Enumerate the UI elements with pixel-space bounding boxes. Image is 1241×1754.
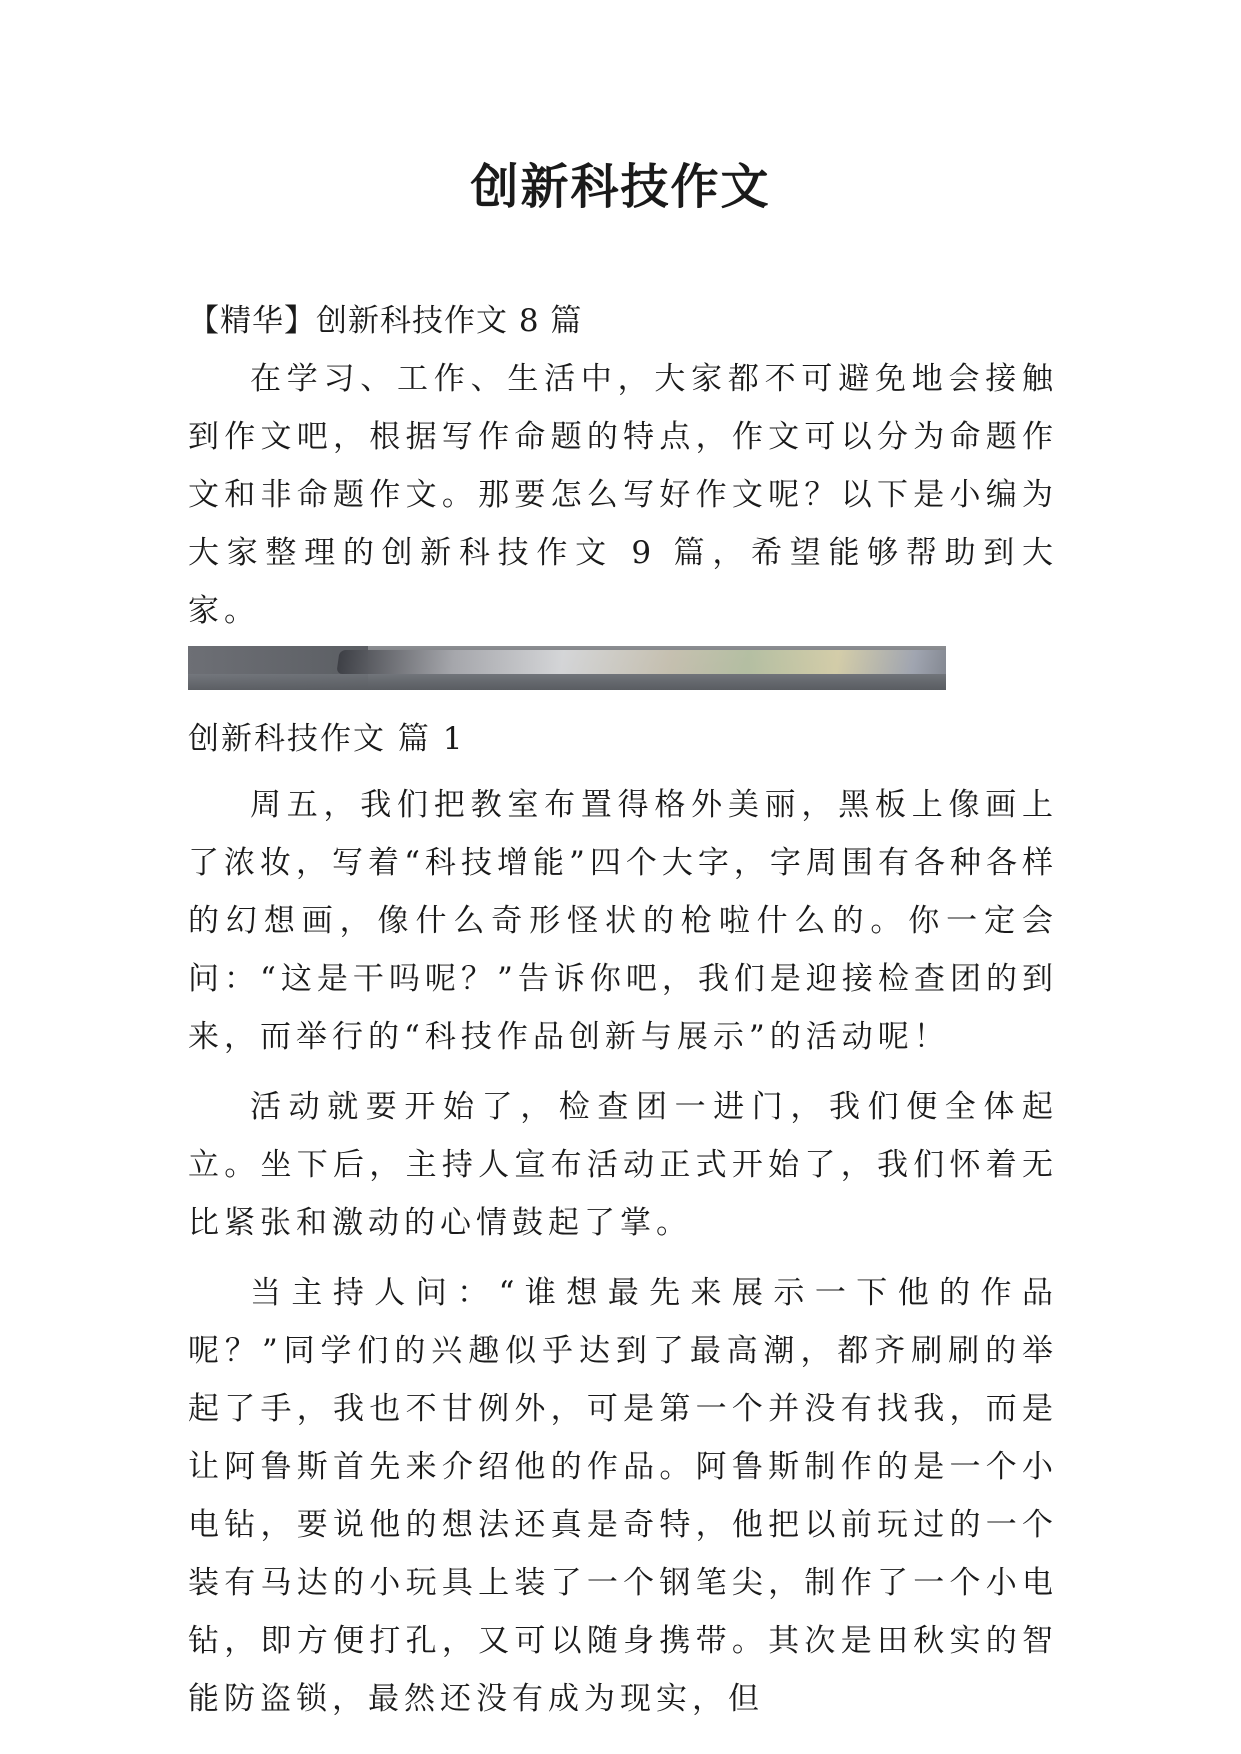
section-heading: 创新科技作文 篇 1 [188,721,465,757]
document-title: 创新科技作文 [470,159,771,215]
document-subtitle: 【精华】创新科技作文 8 篇 [188,303,583,339]
cropped-photo-strip [188,646,946,690]
body-paragraph-2: 活动就要开始了，检查团一进门，我们便全体起立。坐下后，主持人宣布活动正式开始了，我们怀着无比紧张和激动的心情鼓起了掌。 [188,1089,1058,1241]
photo-lower-shade [188,674,946,690]
body-paragraph-1: 周五，我们把教室布置得格外美丽，黑板上像画上了浓妆，写着“科技增能”四个大字，字周围有各种各样的幻想画，像什么奇形怪状的枪啦什么的。你一定会问：“这是干吗呢？”告诉你吧，我们是迎接检查团的到来，而举行的“科技作品创新与展示”的活动呢！ [188,787,1058,1055]
body-paragraph-3: 当主持人问：“谁想最先来展示一下他的作品呢？”同学们的兴趣似乎达到了最高潮，都齐刷刷的举起了手，我也不甘例外，可是第一个并没有找我，而是让阿鲁斯首先来介绍他的作品。阿鲁斯制作的是一个小电钻，要说他的想法还真是奇特，他把以前玩过的一个装有马达的小玩具上装了一个钢笔尖，制作了一个小电钻，即方便打孔，又可以随身携带。其次是田秋实的智能防盗锁，最然还没有成为现实，但 [188,1275,1058,1717]
intro-paragraph: 在学习、工作、生活中，大家都不可避免地会接触到作文吧，根据写作命题的特点，作文可以分为命题作文和非命题作文。那要怎么写好作文呢？以下是小编为大家整理的创新科技作文 9 篇，希望能够帮助到大家。 [188,361,1058,629]
photo-book-band [336,650,946,674]
document-body [188,292,1058,1728]
